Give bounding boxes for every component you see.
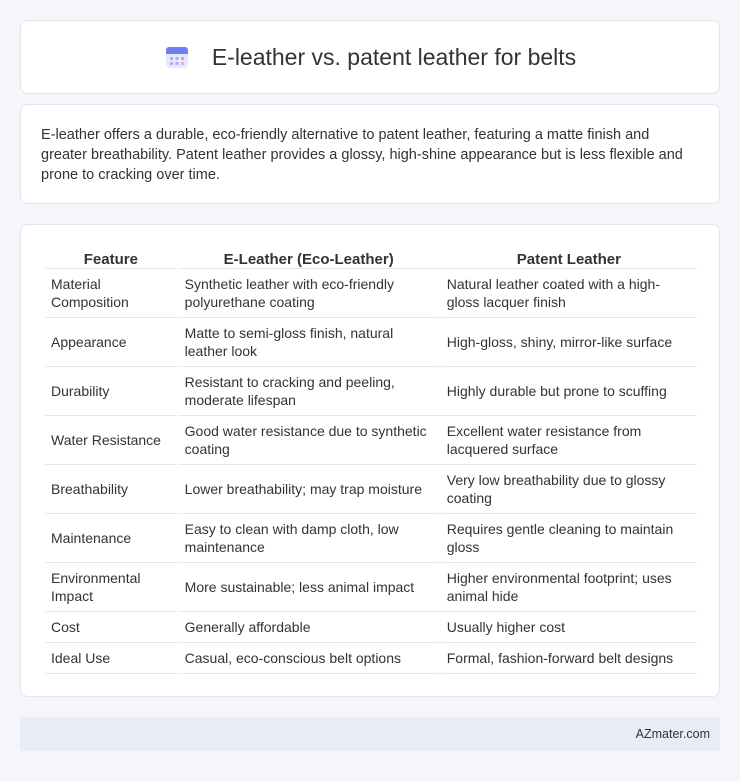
table-row bbox=[45, 367, 697, 416]
patent-leather-cell: Very low breathability due to glossy coating bbox=[441, 465, 697, 514]
table-header-row bbox=[45, 245, 697, 269]
intro-text: E-leather offers a durable, eco-friendly alternative to patent leather, featuring a matte finish and greater breathability. Patent leather provides a glossy, high-shine appearance but is less flexible and prone to cracking over time. bbox=[41, 127, 683, 183]
header-feature: Feature bbox=[45, 245, 177, 269]
header-patent-leather: Patent Leather bbox=[441, 245, 697, 269]
table-row bbox=[45, 269, 697, 318]
e-leather-cell: Generally affordable bbox=[179, 612, 439, 643]
footer-brand: AZmater.com bbox=[635, 727, 710, 741]
patent-leather-cell: Higher environmental footprint; uses animal hide bbox=[441, 563, 697, 612]
feature-cell: Cost bbox=[45, 612, 177, 643]
calendar-icon bbox=[164, 44, 190, 70]
e-leather-cell: Casual, eco-conscious belt options bbox=[179, 643, 439, 674]
patent-leather-cell: Requires gentle cleaning to maintain gloss bbox=[441, 514, 697, 563]
comparison-table bbox=[43, 245, 699, 674]
e-leather-cell: Matte to semi-gloss finish, natural leather look bbox=[179, 318, 439, 367]
e-leather-cell: Good water resistance due to synthetic coating bbox=[179, 416, 439, 465]
header-e-leather: E-Leather (Eco-Leather) bbox=[179, 245, 439, 269]
table-row bbox=[45, 465, 697, 514]
patent-leather-cell: Natural leather coated with a high-gloss lacquer finish bbox=[441, 269, 697, 318]
feature-cell: Material Composition bbox=[45, 269, 177, 318]
feature-cell: Maintenance bbox=[45, 514, 177, 563]
title-card bbox=[20, 20, 720, 94]
table-row bbox=[45, 416, 697, 465]
patent-leather-cell: High-gloss, shiny, mirror-like surface bbox=[441, 318, 697, 367]
intro-card bbox=[20, 104, 720, 204]
patent-leather-cell: Formal, fashion-forward belt designs bbox=[441, 643, 697, 674]
table-row bbox=[45, 563, 697, 612]
feature-cell: Water Resistance bbox=[45, 416, 177, 465]
e-leather-cell: More sustainable; less animal impact bbox=[179, 563, 439, 612]
e-leather-cell: Lower breathability; may trap moisture bbox=[179, 465, 439, 514]
e-leather-cell: Easy to clean with damp cloth, low maintenance bbox=[179, 514, 439, 563]
patent-leather-cell: Highly durable but prone to scuffing bbox=[441, 367, 697, 416]
feature-cell: Ideal Use bbox=[45, 643, 177, 674]
e-leather-cell: Resistant to cracking and peeling, moderate lifespan bbox=[179, 367, 439, 416]
feature-cell: Durability bbox=[45, 367, 177, 416]
footer bbox=[20, 717, 720, 751]
table-row bbox=[45, 514, 697, 563]
table-row bbox=[45, 643, 697, 674]
patent-leather-cell: Usually higher cost bbox=[441, 612, 697, 643]
page-title: E-leather vs. patent leather for belts bbox=[211, 43, 577, 70]
comparison-card bbox=[20, 224, 720, 697]
feature-cell: Breathability bbox=[45, 465, 177, 514]
patent-leather-cell: Excellent water resistance from lacquered surface bbox=[441, 416, 697, 465]
table-row bbox=[45, 612, 697, 643]
feature-cell: Environmental Impact bbox=[45, 563, 177, 612]
e-leather-cell: Synthetic leather with eco-friendly polyurethane coating bbox=[179, 269, 439, 318]
feature-cell: Appearance bbox=[45, 318, 177, 367]
table-row bbox=[45, 318, 697, 367]
